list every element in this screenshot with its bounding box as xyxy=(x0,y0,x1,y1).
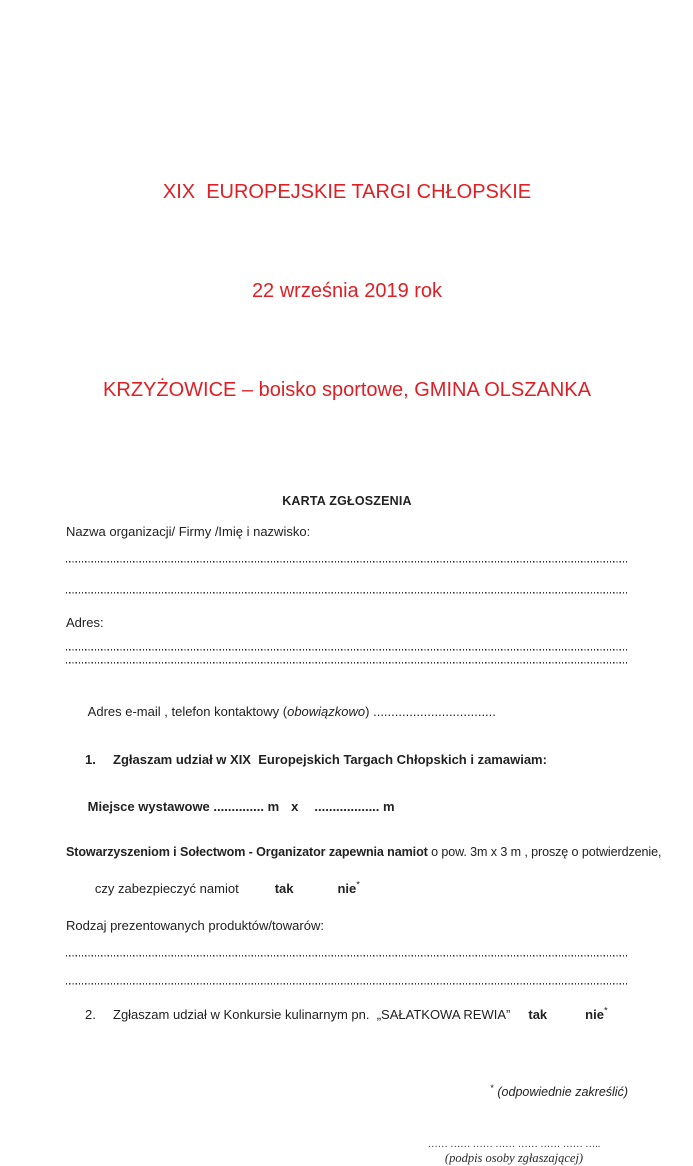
spacer xyxy=(293,892,337,893)
tent-footnote-marker: * xyxy=(356,879,360,891)
item-2-text: Zgłaszam udział w Konkursie kulinarnym pn. „SAŁATKOWA REWIA” xyxy=(113,1007,511,1022)
item-2-content xyxy=(113,1007,608,1023)
booth-times: x xyxy=(291,799,299,814)
footnote-text: (odpowiednie zakreślić) xyxy=(493,1085,628,1099)
tent-line-2 xyxy=(66,865,628,913)
signature-block xyxy=(426,1140,602,1166)
item-1-text: Zgłaszam udział w XIX Europejskich Targach Chłopskich i zamawiam: xyxy=(113,752,547,767)
booth-label: Miejsce wystawowe xyxy=(87,799,214,814)
products-blank-line-1 xyxy=(66,955,628,957)
tent-no-option: nie xyxy=(337,881,357,896)
item-1-number: 1. xyxy=(85,752,96,767)
products-blank-line-2 xyxy=(66,983,628,985)
tent-confirm-text: czy zabezpieczyć namiot xyxy=(94,881,239,896)
products-label: Rodzaj prezentowanych produktów/towarów: xyxy=(66,918,324,933)
footnote-marker: * xyxy=(490,1082,494,1094)
address-blank-line-1 xyxy=(66,649,628,651)
contest-footnote-marker: * xyxy=(603,1005,608,1017)
name-label: Nazwa organizacji/ Firmy /Imię i nazwisko: xyxy=(66,524,311,539)
spacer xyxy=(547,1018,585,1019)
contact-blank-dots: .................................. xyxy=(373,704,496,719)
spacer xyxy=(298,810,314,811)
footnote xyxy=(66,1082,628,1100)
item-1-row xyxy=(85,752,628,768)
contact-label-mandatory: obowiązkowo xyxy=(287,704,366,719)
event-location-line: KRZYŻOWICE – boisko sportowe, GMINA OLSZANKA xyxy=(103,379,591,401)
address-blank-line-2 xyxy=(66,662,628,664)
event-date-line: 22 września 2019 rok xyxy=(251,280,443,302)
booth-unit-2: m xyxy=(379,799,395,814)
name-blank-line-2 xyxy=(66,592,628,594)
booth-size-line xyxy=(66,783,628,831)
page-content xyxy=(0,110,693,1166)
name-blank-line-1 xyxy=(66,561,628,563)
spacer xyxy=(239,892,275,893)
booth-width-dots: .............. xyxy=(213,799,264,814)
signature-label: (podpis osoby zgłaszającej) xyxy=(444,1151,584,1165)
contest-no-option: nie xyxy=(585,1007,604,1022)
event-header xyxy=(66,110,628,473)
contest-yes-option: tak xyxy=(528,1007,548,1022)
tent-line-1 xyxy=(66,844,662,860)
item-2-number: 2. xyxy=(85,1007,96,1022)
contact-label-suffix: ) xyxy=(365,704,374,719)
form-title: KARTA ZGŁOSZENIA xyxy=(282,494,412,508)
contact-line xyxy=(66,688,628,736)
tent-yes-option: tak xyxy=(274,881,294,896)
spacer xyxy=(510,1018,528,1019)
contact-label-prefix: Adres e-mail , telefon kontaktowy ( xyxy=(87,704,288,719)
spacer xyxy=(279,810,291,811)
booth-unit-1: m xyxy=(263,799,280,814)
tent-normal-text: o pow. 3m x 3 m , proszę o potwierdzenie, xyxy=(427,845,662,859)
document-page xyxy=(0,110,693,1165)
booth-length-dots: .................. xyxy=(314,799,380,814)
event-title-line-1: XIX EUROPEJSKIE TARGI CHŁOPSKIE xyxy=(162,181,532,203)
address-label: Adres: xyxy=(66,615,104,630)
tent-bold-text: Stowarzyszeniom i Sołectwom - Organizator zapewnia namiot xyxy=(66,845,428,859)
signature-line: …… …… …… …… …… …… …… ….. xyxy=(427,1139,601,1150)
item-2-row xyxy=(85,1007,628,1023)
tent-paragraph xyxy=(66,844,662,913)
